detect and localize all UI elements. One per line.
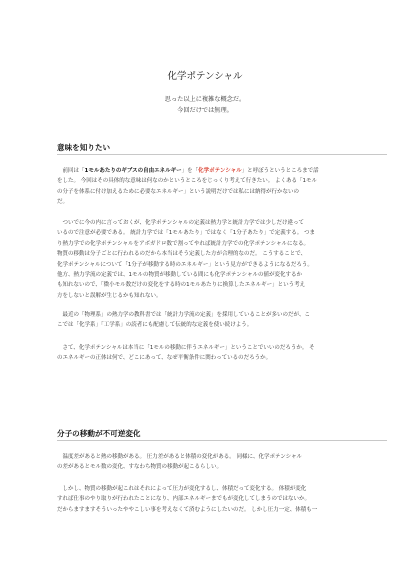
paragraph-line: さて、化学ポテンシャルは本当に「1モルの移動に伴うエネルギー」ということでいいのだろうか。 そ [57,345,315,351]
paragraph-line: の差があるとモル数の変化、すなわち物質の移動が起こるらしい。 [57,464,223,471]
paragraph-line: すれば仕事のやり取りが行われたことになり、内部エネルギーまでもが変化してしまうのではないか。 [57,496,311,503]
paragraph-line: だ。 [57,199,69,206]
section-heading-meaning: 意味を知りたい [57,143,111,152]
paragraph-line: しかし、物質の移動が起これはそれによって圧力が変化するし、体積だって変化する。 体積が変化 [57,486,307,492]
paragraph-1 [57,166,375,208]
section-divider [57,440,387,441]
text-span: 前回は「 [62,168,85,174]
text-span: 」を「 [181,168,199,174]
paragraph-line [57,166,375,176]
paragraph-line: 化学ポテンシャルについて「1分子が移動する時のエネルギー」という見方ができるようになるだろう。 [57,261,313,268]
paragraph-line: 最近の「物理系」の熱力学の教科書では「統計力学流の定義」を採用していることが多いのだが、こ [57,312,311,318]
paragraph-line: も知れないので、「微小モル数だけの変化をする時の1モルあたりに換算したエネルギー」という考え [57,282,306,289]
paragraph-line: ついでに今の内に言っておくが、化学ポテンシャルの定義は熱力学と統計力学では少しだけ違って [57,220,304,226]
paragraph-line: 温度差があると熱の移動がある。 圧力差があると体積の変化がある。 同様に、化学ポテンシャル [57,454,302,460]
paragraph-line: だからますますそういったややこしい事を考えなくて済むようにしたいのだ。 しかし圧力一定、体積も一 [57,506,318,513]
paragraph-line: り熱力学での化学ポテンシャルをアボガドロ数で割ってやれば統計力学での化学ポテンシャルになる。 [57,240,309,247]
highlight-text: 化学ポテンシャル [198,168,242,174]
subtitle [0,94,410,116]
paragraph-3 [57,310,375,331]
paragraph-line: 他方、熱力学流の定義では、1モルの物質が移動している間にも化学ポテンシャルの値が変化するか [57,272,302,279]
page-title: 化学ポテンシャル [167,71,243,82]
emphasis-text: 1モルあたりのギブスの自由エネルギー [84,168,182,174]
text-span: 」と呼ぼうというところまで話 [241,168,319,174]
paragraph-5 [57,452,375,473]
paragraph-line: いるので注意が必要である。 統計力学では「1モルあたり」ではなく「1分子あたり」で定義する。 つま [57,230,315,237]
section-divider [57,154,387,155]
paragraph-4 [57,343,375,364]
paragraph-6 [57,484,375,515]
paragraph-line: こでは「化学系」「工学系」の読者にも配慮して伝統的な定義を使い続けよう。 [57,322,253,329]
paragraph-line: のエネルギーの正体は何で、どこにあって、なぜ平衡条件に関わっているのだろうか。 [57,355,272,362]
section-heading-irreversible: 分子の移動が不可逆変化 [57,429,141,438]
subtitle-line: 思った以上に複雑な概念だ。 [164,96,246,103]
subtitle-line: 今回だけでは無理。 [177,107,233,114]
paragraph-2 [57,218,375,301]
paragraph-line: をした。 今回はその具体的な意味は何なのかというところをじっくり考えて行きたい。 よくある「1モル [57,178,317,185]
paragraph-line: の分子を体系に付け加えるために必要なエネルギー」という説明だけでは私には納得が行かないの [57,188,300,195]
paragraph-line: 物質の移動は分子ごとに行われるのだから本当はそう定義した方が合理的なのだ。 こうすることで、 [57,251,307,258]
paragraph-line: 方をしないと誤解が生じるかも知れない。 [57,292,162,299]
